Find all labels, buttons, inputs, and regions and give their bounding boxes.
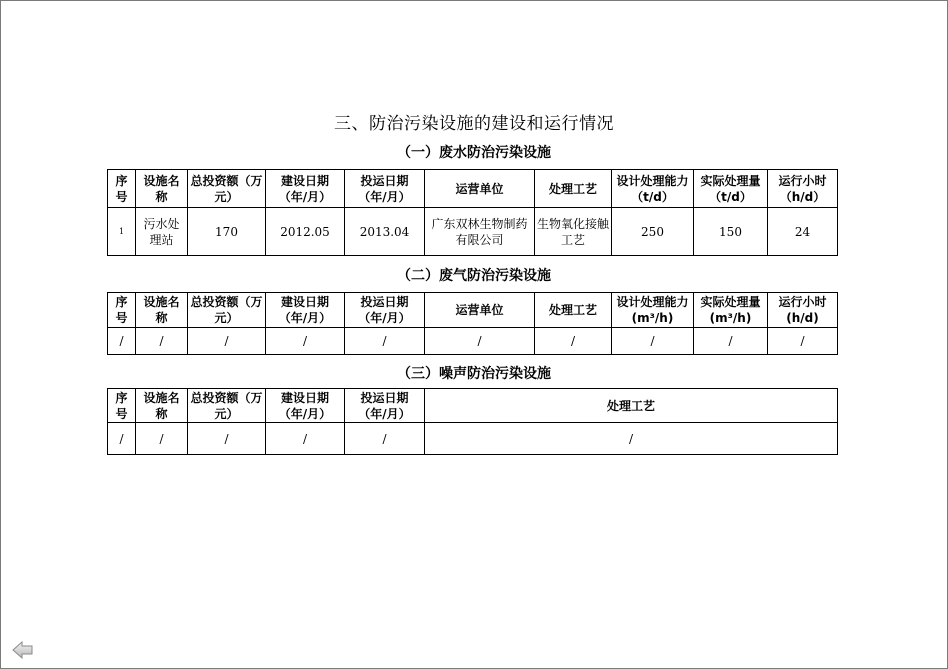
table-cell: 2012.05	[266, 208, 345, 256]
table-header-row	[108, 293, 838, 328]
table-cell: 生物氧化接触工艺	[535, 208, 612, 256]
table-cell: /	[108, 328, 136, 355]
table-header-row	[108, 389, 838, 423]
header-cell: 运行小时(h/d)	[768, 293, 838, 328]
table-cell: 250	[612, 208, 694, 256]
header-cell: 总投资额（万元）	[188, 293, 266, 328]
page-title: 三、防治污染设施的建设和运行情况	[334, 114, 614, 134]
header-cell: 总投资额（万元）	[188, 389, 266, 423]
noise-table	[107, 388, 838, 455]
table-cell: /	[768, 328, 838, 355]
header-cell: 投运日期（年/月）	[345, 389, 425, 423]
header-cell: 运行小时（h/d）	[768, 170, 838, 208]
wastewater-section-title: （一）废水防治污染设施	[397, 145, 551, 161]
header-cell: 运营单位	[425, 293, 535, 328]
table-cell: /	[612, 328, 694, 355]
table-header-row	[108, 170, 838, 208]
exhaust-gas-table	[107, 292, 838, 355]
table-cell: /	[266, 328, 345, 355]
header-cell: 实际处理量(m³/h)	[694, 293, 768, 328]
table-cell: 170	[188, 208, 266, 256]
header-cell: 处理工艺	[425, 389, 838, 423]
table-cell: 2013.04	[345, 208, 425, 256]
header-cell: 序号	[108, 389, 136, 423]
header-cell: 设施名称	[136, 170, 188, 208]
table-cell: /	[108, 423, 136, 455]
header-cell: 建设日期（年/月）	[266, 170, 345, 208]
table-cell: /	[425, 423, 838, 455]
header-cell: 设计处理能力(m³/h)	[612, 293, 694, 328]
table-cell: /	[694, 328, 768, 355]
table-cell: 150	[694, 208, 768, 256]
header-cell: 总投资额（万元）	[188, 170, 266, 208]
noise-section-title: （三）噪声防治污染设施	[397, 366, 551, 382]
table-cell: 1	[108, 208, 136, 256]
back-arrow-icon[interactable]	[12, 641, 34, 659]
exhaust-gas-section-title: （二）废气防治污染设施	[397, 268, 551, 284]
header-cell: 处理工艺	[535, 293, 612, 328]
header-cell: 实际处理量（t/d）	[694, 170, 768, 208]
header-cell: 设计处理能力（t/d）	[612, 170, 694, 208]
table-cell: /	[345, 328, 425, 355]
table-cell: 广东双林生物制药有限公司	[425, 208, 535, 256]
table-cell: /	[136, 328, 188, 355]
table-cell: /	[136, 423, 188, 455]
table-cell: 24	[768, 208, 838, 256]
table-cell: /	[345, 423, 425, 455]
table-cell: /	[188, 423, 266, 455]
wastewater-table	[107, 169, 838, 256]
table-row	[108, 328, 838, 355]
header-cell: 投运日期（年/月）	[345, 170, 425, 208]
header-cell: 建设日期（年/月）	[266, 389, 345, 423]
table-cell: /	[266, 423, 345, 455]
header-cell: 序号	[108, 170, 136, 208]
table-cell: /	[425, 328, 535, 355]
table-cell: /	[188, 328, 266, 355]
table-cell: 污水处理站	[136, 208, 188, 256]
table-cell: /	[535, 328, 612, 355]
table-row	[108, 423, 838, 455]
table-row	[108, 208, 838, 256]
header-cell: 序号	[108, 293, 136, 328]
header-cell: 处理工艺	[535, 170, 612, 208]
header-cell: 建设日期（年/月）	[266, 293, 345, 328]
header-cell: 投运日期（年/月）	[345, 293, 425, 328]
header-cell: 设施名称	[136, 389, 188, 423]
header-cell: 运营单位	[425, 170, 535, 208]
header-cell: 设施名称	[136, 293, 188, 328]
